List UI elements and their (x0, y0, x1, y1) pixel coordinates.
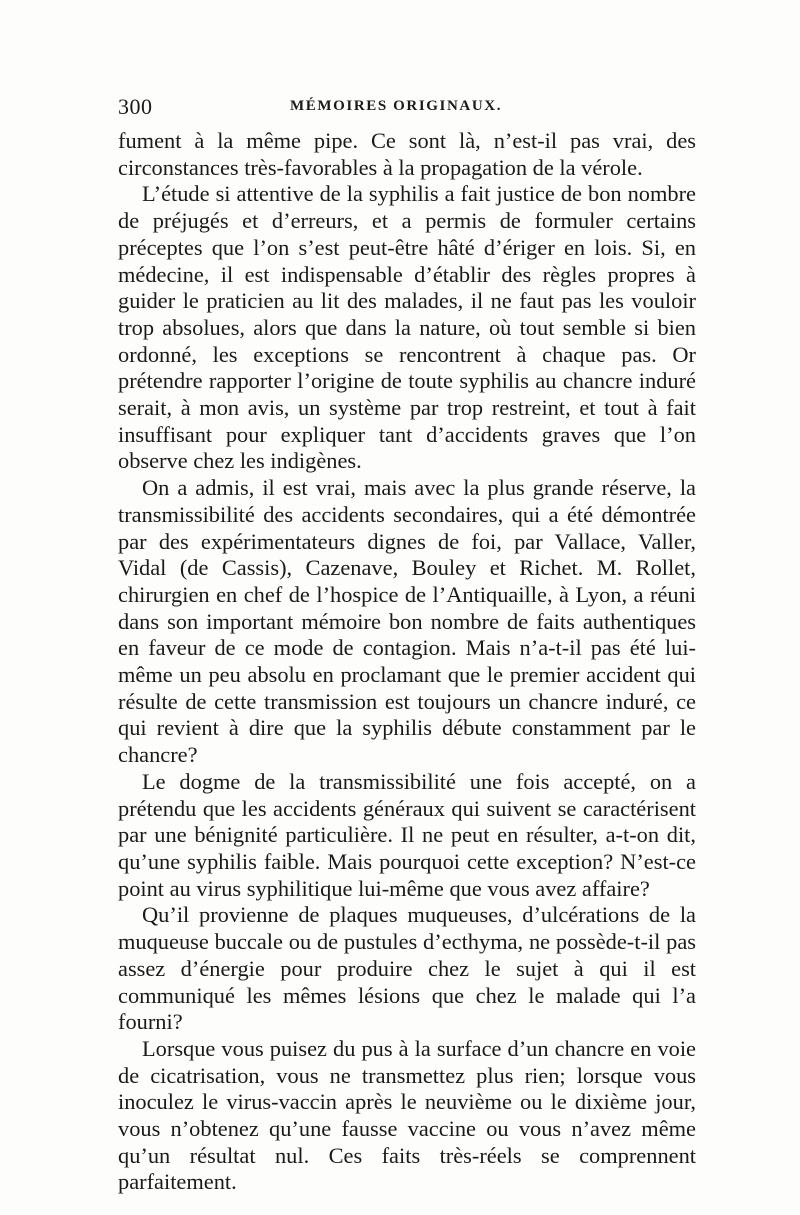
running-head: MÉMOIRES ORIGINAUX. (290, 98, 503, 114)
paragraph-5: Qu’il provienne de plaques muqueuses, d’ulcérations de la muqueuse buccale ou de pustules d’ecthyma, ne possède-t-il pas assez d’énergie pour produire chez le sujet à qui il est communiqué les mêmes lésions que chez le malade qui l’a fourni? (118, 902, 696, 1035)
page-number: 300 (118, 94, 153, 119)
paragraph-6: Lorsque vous puisez du pus à la surface d’un chancre en voie de cicatrisation, vous ne transmettez plus rien; lorsque vous inoculez le virus-vaccin après le neuvième ou le dixième jour, vous n’obtenez qu’une fausse vaccine ou vous n’avez même qu’un résultat nul. Ces faits très-réels se comprennent parfaitement. (118, 1035, 696, 1195)
paragraph-2: L’étude si attentive de la syphilis a fait justice de bon nombre de préjugés et d’erreurs, et a permis de formuler certains préceptes que l’on s’est peut-être hâté d’ériger en lois. Si, en médecine, il est indispensable d’établir des règles propres à guider le praticien au lit des malades, il ne faut pas les vouloir trop absolues, alors que dans la nature, où tout semble si bien ordonné, les exceptions se rencontrent à chaque pas. Or prétendre rapporter l’origine de toute syphilis au chancre induré serait, à mon avis, un système par trop restreint, et tout à fait insuffisant pour expliquer tant d’accidents graves que l’on observe chez les indigènes. (118, 181, 696, 474)
paragraph-3: On a admis, il est vrai, mais avec la plus grande réserve, la transmissibilité des accidents secondaires, qui a été démontrée par des expérimentateurs dignes de foi, par Vallace, Valler, Vidal (de Cassis), Cazenave, Bouley et Richet. M. Rollet, chirurgien en chef de l’hospice de l’Antiquaille, à Lyon, a réuni dans son important mémoire bon nombre de faits authentiques en faveur de ce mode de contagion. Mais n’a-t-il pas été lui-même un peu absolu en proclamant que le premier accident qui résulte de cette transmission est toujours un chancre induré, ce qui revient à dire que la syphilis débute constamment par le chancre? (118, 475, 696, 768)
page-header (118, 94, 696, 124)
paragraph-1: fument à la même pipe. Ce sont là, n’est-il pas vrai, des circonstances très-favorables à la propagation de la vérole. (118, 128, 696, 180)
body-text (118, 128, 696, 1196)
paragraph-4: Le dogme de la transmissibilité une fois accepté, on a prétendu que les accidents généraux qui suivent se caractérisent par une bénignité particulière. Il ne peut en résulter, a-t-on dit, qu’une syphilis faible. Mais pourquoi cette exception? N’est-ce point au virus syphilitique lui-même que vous avez affaire? (118, 768, 696, 901)
